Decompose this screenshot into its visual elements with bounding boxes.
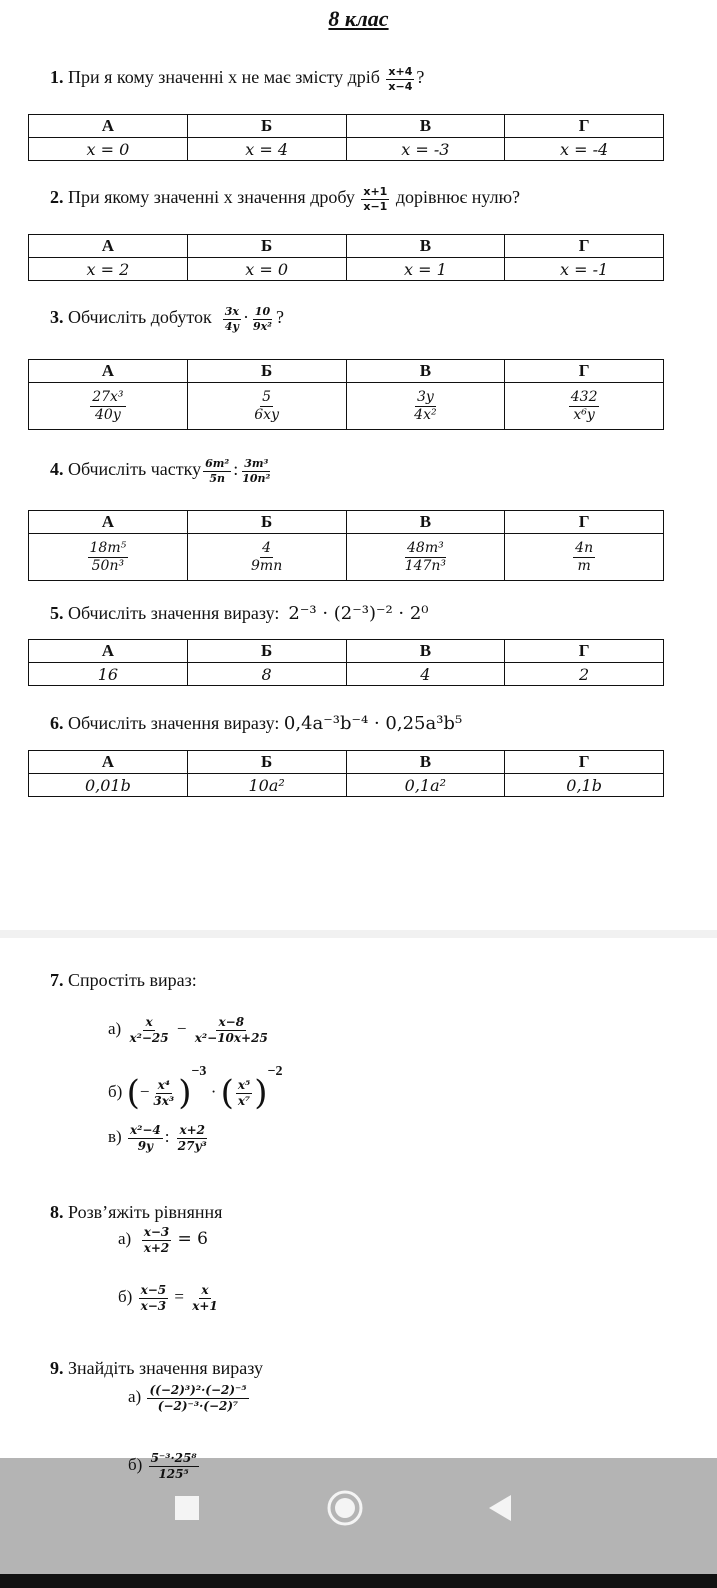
question-7c: в) $\frac{\text{x²−4}}{9y}$ : $\frac{x+2}{\text{27y³}}$	[108, 1123, 207, 1153]
question-1: 1. При я кому значенні х не має змісту дріб $\frac{x+4}{x-4}$ ?	[50, 65, 425, 93]
bottom-edge-bar	[0, 1574, 717, 1588]
question-2: 2. При якому значенні х значення дробу $\frac{x+1}{x-1}$ дорівнює нулю?	[50, 185, 521, 213]
question-8a: а) $\frac{x-3}{x+2}$ = 6	[118, 1225, 208, 1255]
answer-table-6: А Б В Г 0,01b 10a² 0,1a² 0,1b	[28, 750, 664, 797]
question-8b: б) $\frac{x-5}{x-3}$ = $\frac{x}{x+1}$	[118, 1283, 218, 1313]
question-8: 8. Розв’яжіть рівняння	[50, 1202, 223, 1222]
question-3: 3. Обчисліть добуток $\frac{3x}{4y}$ · $\frac{10}{\text{9x²}}$ ?	[50, 305, 284, 333]
answer-table-1: А Б В Г x = 0 x = 4 x = -3 x = -4	[28, 114, 664, 161]
back-button[interactable]	[487, 1494, 513, 1522]
worksheet-page-2	[0, 938, 717, 1458]
question-7b: б) (− $\frac{\text{x⁴}}{\text{3x³}}$ )$^{-3}$ · ( $\frac{\text{x⁵}}{\text{x⁷}}$ )$^{-2}$	[108, 1064, 283, 1114]
answer-table-4: А Б В Г $\frac{\text{18m⁵}}{\text{50n³}}$ $\frac{4}{9mn}$ $\frac{\text{48m³}}{\text{147n³}}$ $\frac{4n}{m}$	[28, 510, 664, 581]
answer-table-2: А Б В Г x = 2 x = 0 x = 1 x = -1	[28, 234, 664, 281]
question-9b: б) $\frac{\text{5⁻³·25⁸}}{\text{125⁵}}$	[128, 1451, 197, 1481]
question-7: 7. Спростіть вираз:	[50, 970, 197, 990]
answer-table-5: А Б В Г 16 8 4 2	[28, 639, 664, 686]
answer-table-3: А Б В Г $\frac{\text{27x³}}{40y}$ $\frac{5}{6xy}$ $\frac{3y}{\text{4x²}}$ $\frac{432}{\text{x⁶y}}$	[28, 359, 664, 430]
page-separator	[0, 930, 717, 938]
home-circle-icon	[326, 1489, 364, 1527]
question-5: 5. Обчисліть значення виразу: 2⁻³ · (2⁻³)⁻² · 2⁰	[50, 603, 429, 624]
recent-apps-button[interactable]	[175, 1496, 199, 1520]
back-triangle-icon	[487, 1494, 513, 1522]
home-button[interactable]	[326, 1489, 364, 1527]
question-6: 6. Обчисліть значення виразу: 0,4a⁻³b⁻⁴ · 0,25a³b⁵	[50, 713, 463, 734]
question-9a: а) $\frac{\text{((−2)³)²·(−2)⁻⁵}}{\text{(−2)⁻³·(−2)⁷}}$	[128, 1383, 247, 1413]
android-navigation-bar	[0, 1451, 717, 1574]
question-7a: а) $\frac{x}{\text{x²−25}}$ − $\frac{x-8}{\text{x²−10x+25}}$	[108, 1015, 268, 1045]
page-title: 8 клас	[328, 6, 389, 31]
question-9: 9. Знайдіть значення виразу	[50, 1358, 263, 1378]
question-4: 4. Обчисліть частку $\frac{\text{6m²}}{5n}$ : $\frac{\text{3m³}}{\text{10n²}}$	[50, 457, 271, 485]
